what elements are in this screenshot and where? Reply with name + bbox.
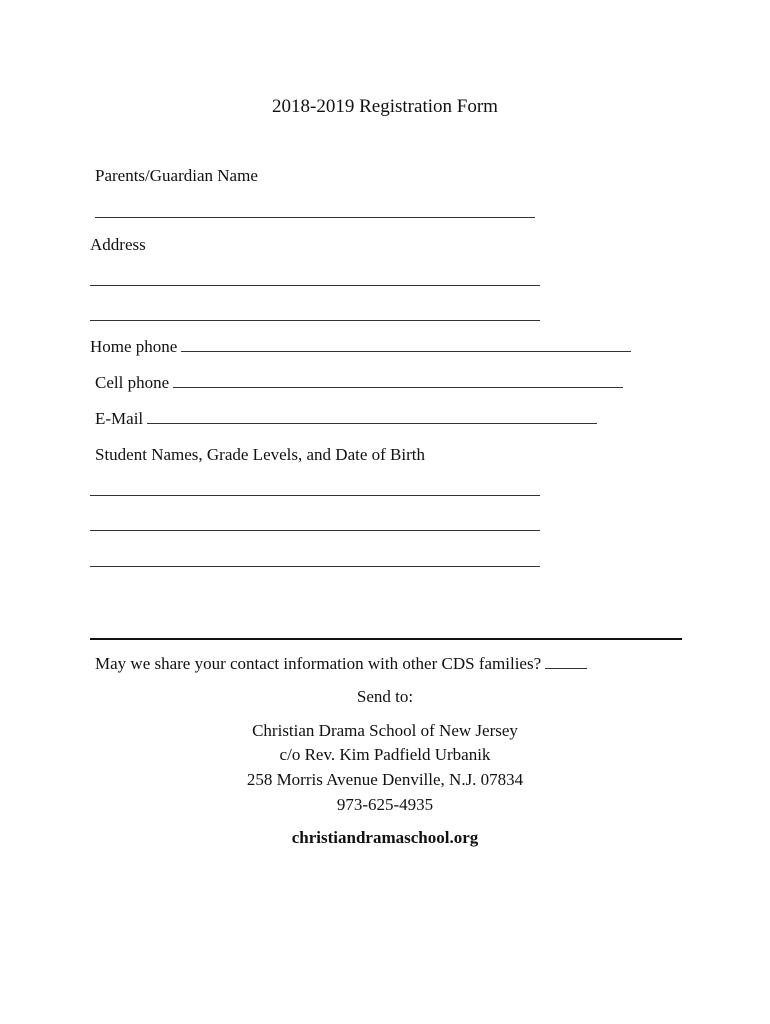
website-link[interactable]: christiandramaschool.org <box>291 828 479 847</box>
share-question-row <box>95 654 587 674</box>
email-row <box>95 409 597 429</box>
parent-name-label: Parents/Guardian Name <box>95 166 258 185</box>
cell-phone-row <box>95 373 623 393</box>
address-blank-1[interactable] <box>90 285 540 286</box>
care-of: c/o Rev. Kim Padfield Urbanik <box>279 745 491 764</box>
contact-phone: 973-625-4935 <box>336 795 434 814</box>
send-to-label: Send to: <box>356 687 414 706</box>
address-blank-2[interactable] <box>90 320 540 321</box>
cell-phone-blank[interactable] <box>173 387 623 388</box>
email-label: E-Mail <box>95 409 144 428</box>
home-phone-row <box>90 337 631 357</box>
share-question-label: May we share your contact information with other CDS families? <box>95 654 542 673</box>
org-name: Christian Drama School of New Jersey <box>252 721 518 740</box>
student-blank-3[interactable] <box>90 566 540 567</box>
parent-name-blank[interactable] <box>95 217 535 218</box>
home-phone-blank[interactable] <box>181 351 631 352</box>
email-blank[interactable] <box>147 423 597 424</box>
section-divider <box>90 638 682 640</box>
home-phone-label: Home phone <box>90 337 178 356</box>
share-answer-blank[interactable] <box>545 668 587 669</box>
cell-phone-label: Cell phone <box>95 373 170 392</box>
form-title: 2018-2019 Registration Form <box>272 96 498 117</box>
address-label: Address <box>90 235 146 254</box>
street-address: 258 Morris Avenue Denville, N.J. 07834 <box>246 770 524 789</box>
student-blank-2[interactable] <box>90 530 540 531</box>
student-blank-1[interactable] <box>90 495 540 496</box>
students-label: Student Names, Grade Levels, and Date of Birth <box>95 445 425 464</box>
